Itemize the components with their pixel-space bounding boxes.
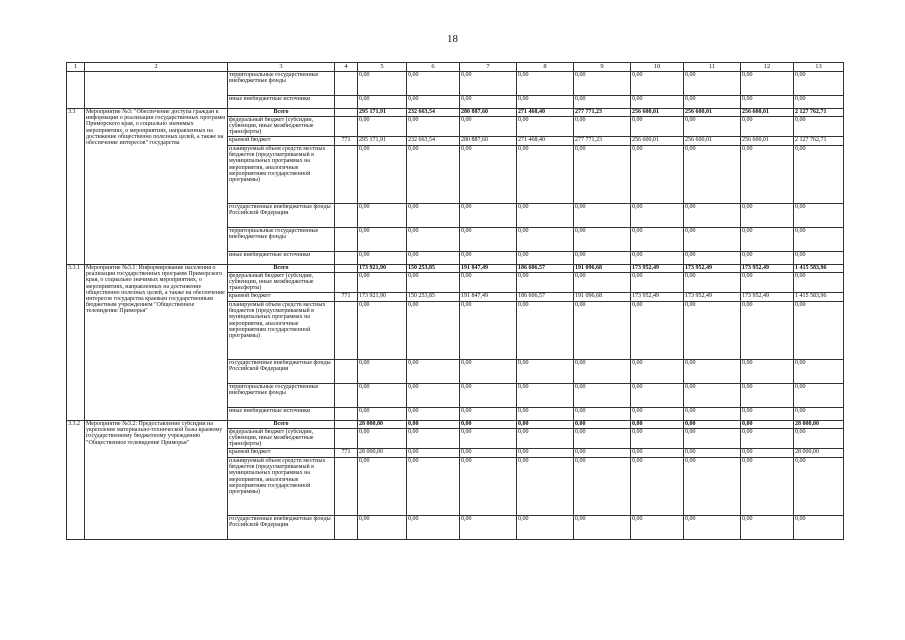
value-cell: 0,00 — [794, 96, 844, 109]
value-cell: 0,00 — [460, 273, 517, 293]
value-cell: 173 921,90 — [358, 265, 407, 273]
value-cell: 0,00 — [741, 204, 794, 228]
budget-code — [335, 384, 358, 408]
value-cell: 0,00 — [574, 302, 631, 360]
value-cell: 271 468,40 — [517, 109, 574, 117]
value-cell: 0,00 — [631, 273, 684, 293]
budget-code — [335, 302, 358, 360]
value-cell: 0,00 — [517, 117, 574, 137]
budget-code — [335, 458, 358, 516]
funding-source: государственные внебюджетные фонды Российской Федерации — [228, 516, 335, 540]
column-header-9: 9 — [574, 63, 631, 72]
value-cell: 0,00 — [741, 96, 794, 109]
value-cell: 0,00 — [574, 360, 631, 384]
column-header-2: 2 — [85, 63, 228, 72]
funding-source: федеральный бюджет (субсидии, субвенции, иные межбюджетные трансферты) — [228, 117, 335, 137]
value-cell: 0,00 — [684, 384, 741, 408]
value-cell: 0,00 — [574, 117, 631, 137]
budget-code — [335, 204, 358, 228]
value-cell: 0,00 — [358, 516, 407, 540]
value-cell: 191 096,68 — [574, 293, 631, 302]
value-cell: 0,00 — [460, 408, 517, 421]
value-cell: 0,00 — [741, 384, 794, 408]
value-cell: 0,00 — [684, 408, 741, 421]
value-cell: 0,00 — [631, 429, 684, 449]
column-header-4: 4 — [335, 63, 358, 72]
value-cell: 0,00 — [574, 449, 631, 458]
funding-source: иные внебюджетные источники — [228, 252, 335, 265]
value-cell: 0,00 — [407, 252, 460, 265]
funding-source: планируемый объем средств местных бюджетов (предусматриваемый в муниципальных программах на мероприятия, аналогичные мероприятиям государственной программы) — [228, 302, 335, 360]
value-cell: 0,00 — [407, 204, 460, 228]
value-cell: 0,00 — [631, 228, 684, 252]
value-cell: 0,00 — [794, 204, 844, 228]
value-cell: 0,00 — [684, 146, 741, 204]
column-header-3: 3 — [228, 63, 335, 72]
budget-code — [335, 265, 358, 273]
budget-code — [335, 72, 358, 96]
funding-source: иные внебюджетные источники — [228, 96, 335, 109]
value-cell: 0,00 — [794, 408, 844, 421]
value-cell: 0,00 — [574, 228, 631, 252]
value-cell: 0,00 — [517, 458, 574, 516]
value-cell: 0,00 — [517, 72, 574, 96]
value-cell: 0,00 — [407, 96, 460, 109]
funding-source: краевой бюджет — [228, 293, 335, 302]
value-cell: 0,00 — [574, 252, 631, 265]
value-cell: 0,00 — [684, 117, 741, 137]
value-cell: 191 847,49 — [460, 293, 517, 302]
funding-source: Всего — [228, 109, 335, 117]
value-cell: 0,00 — [684, 449, 741, 458]
item-number — [67, 72, 85, 109]
value-cell: 256 600,01 — [631, 137, 684, 146]
budget-code: 771 — [335, 293, 358, 302]
value-cell: 0,00 — [684, 228, 741, 252]
budget-code — [335, 421, 358, 429]
value-cell: 0,00 — [684, 421, 741, 429]
value-cell: 173 952,49 — [741, 265, 794, 273]
column-header-8: 8 — [517, 63, 574, 72]
value-cell: 0,00 — [741, 146, 794, 204]
budget-code — [335, 408, 358, 421]
funding-source: государственные внебюджетные фонды Российской Федерации — [228, 204, 335, 228]
value-cell: 173 952,49 — [741, 293, 794, 302]
budget-code — [335, 273, 358, 293]
value-cell: 0,00 — [358, 273, 407, 293]
value-cell: 173 952,49 — [631, 293, 684, 302]
budget-code — [335, 228, 358, 252]
value-cell: 0,00 — [794, 302, 844, 360]
value-cell: 0,00 — [407, 516, 460, 540]
item-number: 3.3 — [67, 109, 85, 265]
value-cell: 0,00 — [517, 360, 574, 384]
value-cell: 0,00 — [794, 516, 844, 540]
value-cell: 2 127 762,71 — [794, 109, 844, 117]
value-cell: 0,00 — [460, 252, 517, 265]
value-cell: 0,00 — [741, 449, 794, 458]
budget-code — [335, 360, 358, 384]
value-cell: 0,00 — [631, 449, 684, 458]
value-cell: 277 771,23 — [574, 137, 631, 146]
value-cell: 0,00 — [358, 96, 407, 109]
value-cell: 0,00 — [407, 273, 460, 293]
table-row — [67, 72, 844, 96]
value-cell: 0,00 — [794, 117, 844, 137]
value-cell: 0,00 — [517, 273, 574, 293]
value-cell: 173 952,49 — [684, 293, 741, 302]
value-cell: 0,00 — [407, 302, 460, 360]
value-cell: 173 952,49 — [684, 265, 741, 273]
value-cell: 0,00 — [358, 228, 407, 252]
value-cell: 173 921,90 — [358, 293, 407, 302]
column-header-7: 7 — [460, 63, 517, 72]
table-row — [67, 421, 844, 429]
funding-source: Всего — [228, 421, 335, 429]
value-cell: 0,00 — [574, 146, 631, 204]
value-cell: 0,00 — [631, 96, 684, 109]
value-cell: 0,00 — [794, 228, 844, 252]
value-cell: 0,00 — [741, 458, 794, 516]
column-header-10: 10 — [631, 63, 684, 72]
value-cell: 0,00 — [517, 384, 574, 408]
value-cell: 0,00 — [684, 360, 741, 384]
value-cell: 0,00 — [407, 408, 460, 421]
value-cell: 0,00 — [574, 384, 631, 408]
value-cell: 0,00 — [631, 302, 684, 360]
value-cell: 0,00 — [574, 421, 631, 429]
value-cell: 256 600,01 — [741, 137, 794, 146]
value-cell: 0,00 — [741, 516, 794, 540]
funding-source: краевой бюджет — [228, 137, 335, 146]
value-cell: 0,00 — [794, 146, 844, 204]
funding-source: федеральный бюджет (субсидии, субвенции, иные межбюджетные трансферты) — [228, 273, 335, 293]
value-cell: 0,00 — [358, 384, 407, 408]
value-cell: 150 253,85 — [407, 265, 460, 273]
value-cell: 28 000,00 — [794, 449, 844, 458]
value-cell: 0,00 — [631, 458, 684, 516]
funding-source: территориальные государственные внебюджетные фонды — [228, 384, 335, 408]
value-cell: 0,00 — [794, 458, 844, 516]
funding-source: краевой бюджет — [228, 449, 335, 458]
column-header-13: 13 — [794, 63, 844, 72]
value-cell: 0,00 — [407, 117, 460, 137]
value-cell: 0,00 — [460, 458, 517, 516]
value-cell: 0,00 — [684, 429, 741, 449]
value-cell: 0,00 — [358, 204, 407, 228]
value-cell: 0,00 — [460, 96, 517, 109]
value-cell: 0,00 — [517, 228, 574, 252]
value-cell: 0,00 — [517, 302, 574, 360]
value-cell: 2 127 762,71 — [794, 137, 844, 146]
budget-code — [335, 96, 358, 109]
value-cell: 1 415 583,96 — [794, 293, 844, 302]
value-cell: 0,00 — [741, 117, 794, 137]
value-cell: 232 663,54 — [407, 109, 460, 117]
value-cell: 0,00 — [574, 72, 631, 96]
value-cell: 0,00 — [574, 516, 631, 540]
column-header-5: 5 — [358, 63, 407, 72]
funding-source: территориальные государственные внебюджетные фонды — [228, 228, 335, 252]
value-cell: 0,00 — [407, 146, 460, 204]
value-cell: 0,00 — [631, 252, 684, 265]
item-name: Мероприятие №3.1: Информирование населения о реализации государственных программ Приморского края, о социально значимых мероприятиях, о мероприятиях, направленных на достижение общественно полезных целей, а также на обеспечение интересов государства краевым государственным бюджетным учреждением "Общественное телевидение Приморья" — [85, 265, 228, 421]
value-cell: 277 771,23 — [574, 109, 631, 117]
value-cell: 271 468,40 — [517, 137, 574, 146]
value-cell: 0,00 — [631, 360, 684, 384]
budget-code — [335, 252, 358, 265]
funding-source: государственные внебюджетные фонды Российской Федерации — [228, 360, 335, 384]
value-cell: 0,00 — [460, 72, 517, 96]
value-cell: 0,00 — [407, 384, 460, 408]
value-cell: 0,00 — [631, 204, 684, 228]
value-cell: 28 000,00 — [358, 449, 407, 458]
value-cell: 1 415 583,96 — [794, 265, 844, 273]
value-cell: 0,00 — [794, 273, 844, 293]
value-cell: 0,00 — [460, 117, 517, 137]
value-cell: 256 600,01 — [684, 109, 741, 117]
value-cell: 0,00 — [631, 146, 684, 204]
value-cell: 0,00 — [631, 516, 684, 540]
item-number: 3.3.2 — [67, 421, 85, 540]
table-body — [67, 63, 844, 540]
value-cell: 280 887,60 — [460, 137, 517, 146]
value-cell: 0,00 — [517, 252, 574, 265]
column-header-1: 1 — [67, 63, 85, 72]
value-cell: 0,00 — [460, 360, 517, 384]
value-cell: 0,00 — [741, 228, 794, 252]
column-header-12: 12 — [741, 63, 794, 72]
value-cell: 0,00 — [574, 96, 631, 109]
value-cell: 0,00 — [517, 96, 574, 109]
table-row — [67, 265, 844, 273]
value-cell: 256 600,01 — [684, 137, 741, 146]
value-cell: 150 253,85 — [407, 293, 460, 302]
value-cell: 0,00 — [460, 449, 517, 458]
funding-source: территориальные государственные внебюджетные фонды — [228, 72, 335, 96]
value-cell: 0,00 — [358, 72, 407, 96]
value-cell: 28 000,00 — [358, 421, 407, 429]
column-header-6: 6 — [407, 63, 460, 72]
value-cell: 0,00 — [460, 204, 517, 228]
value-cell: 0,00 — [517, 449, 574, 458]
value-cell: 0,00 — [684, 72, 741, 96]
value-cell: 0,00 — [407, 228, 460, 252]
value-cell: 0,00 — [684, 516, 741, 540]
value-cell: 0,00 — [574, 204, 631, 228]
value-cell: 186 606,57 — [517, 265, 574, 273]
funding-source: планируемый объем средств местных бюджетов (предусматриваемый в муниципальных программах на мероприятия, аналогичные мероприятиям государственной программы) — [228, 458, 335, 516]
column-header-11: 11 — [684, 63, 741, 72]
value-cell: 28 000,00 — [794, 421, 844, 429]
value-cell: 173 952,49 — [631, 265, 684, 273]
value-cell: 0,00 — [460, 302, 517, 360]
value-cell: 186 606,57 — [517, 293, 574, 302]
value-cell: 191 096,68 — [574, 265, 631, 273]
value-cell: 0,00 — [684, 273, 741, 293]
value-cell: 0,00 — [741, 302, 794, 360]
budget-code: 771 — [335, 449, 358, 458]
budget-code — [335, 109, 358, 117]
budget-code — [335, 516, 358, 540]
value-cell: 0,00 — [407, 72, 460, 96]
budget-code — [335, 146, 358, 204]
value-cell: 0,00 — [517, 429, 574, 449]
value-cell: 0,00 — [684, 252, 741, 265]
budget-code: 771 — [335, 137, 358, 146]
budget-table — [66, 62, 844, 540]
value-cell: 0,00 — [517, 204, 574, 228]
item-name: Мероприятие №3.2: Предоставление субсидии на укрепление материально-технической базы краевому государственному бюджетному учреждению "Общественное телевидение Приморья" — [85, 421, 228, 540]
value-cell: 0,00 — [358, 429, 407, 449]
value-cell: 0,00 — [741, 421, 794, 429]
value-cell: 0,00 — [684, 204, 741, 228]
value-cell: 0,00 — [631, 408, 684, 421]
value-cell: 280 887,60 — [460, 109, 517, 117]
value-cell: 295 171,91 — [358, 109, 407, 117]
value-cell: 0,00 — [794, 72, 844, 96]
value-cell: 0,00 — [631, 421, 684, 429]
funding-source: иные внебюджетные источники — [228, 408, 335, 421]
value-cell: 295 171,91 — [358, 137, 407, 146]
value-cell: 0,00 — [358, 252, 407, 265]
value-cell: 232 663,54 — [407, 137, 460, 146]
value-cell: 0,00 — [741, 429, 794, 449]
value-cell: 0,00 — [407, 449, 460, 458]
value-cell: 0,00 — [631, 117, 684, 137]
value-cell: 0,00 — [460, 146, 517, 204]
value-cell: 0,00 — [407, 458, 460, 516]
value-cell: 0,00 — [407, 360, 460, 384]
value-cell: 0,00 — [741, 252, 794, 265]
funding-source: планируемый объем средств местных бюджетов (предусматриваемый в муниципальных программах на мероприятия, аналогичные мероприятиям государственной программы) — [228, 146, 335, 204]
value-cell: 0,00 — [574, 273, 631, 293]
item-name — [85, 72, 228, 109]
value-cell: 0,00 — [684, 302, 741, 360]
value-cell: 0,00 — [460, 384, 517, 408]
value-cell: 0,00 — [358, 458, 407, 516]
value-cell: 0,00 — [574, 408, 631, 421]
value-cell: 0,00 — [574, 458, 631, 516]
value-cell: 0,00 — [794, 384, 844, 408]
table-row — [67, 109, 844, 117]
value-cell: 0,00 — [358, 408, 407, 421]
value-cell: 0,00 — [574, 429, 631, 449]
value-cell: 0,00 — [517, 421, 574, 429]
funding-source: Всего — [228, 265, 335, 273]
budget-code — [335, 429, 358, 449]
value-cell: 0,00 — [684, 96, 741, 109]
value-cell: 0,00 — [358, 117, 407, 137]
value-cell: 0,00 — [794, 429, 844, 449]
value-cell: 0,00 — [358, 360, 407, 384]
value-cell: 0,00 — [741, 408, 794, 421]
value-cell: 0,00 — [407, 429, 460, 449]
value-cell: 0,00 — [741, 273, 794, 293]
page-number: 18 — [447, 33, 458, 45]
item-number: 3.3.1 — [67, 265, 85, 421]
funding-source: федеральный бюджет (субсидии, субвенции, иные межбюджетные трансферты) — [228, 429, 335, 449]
value-cell: 0,00 — [407, 421, 460, 429]
value-cell: 0,00 — [517, 516, 574, 540]
value-cell: 0,00 — [631, 72, 684, 96]
budget-code — [335, 117, 358, 137]
value-cell: 256 600,01 — [631, 109, 684, 117]
value-cell: 0,00 — [358, 146, 407, 204]
value-cell: 0,00 — [741, 72, 794, 96]
value-cell: 0,00 — [517, 146, 574, 204]
value-cell: 256 600,01 — [741, 109, 794, 117]
value-cell: 0,00 — [794, 360, 844, 384]
value-cell: 0,00 — [684, 458, 741, 516]
value-cell: 0,00 — [358, 302, 407, 360]
value-cell: 0,00 — [741, 360, 794, 384]
value-cell: 0,00 — [460, 429, 517, 449]
value-cell: 191 847,49 — [460, 265, 517, 273]
value-cell: 0,00 — [460, 228, 517, 252]
value-cell: 0,00 — [517, 408, 574, 421]
value-cell: 0,00 — [460, 421, 517, 429]
header-row — [67, 63, 844, 72]
item-name: Мероприятие №3: "Обеспечение доступа граждан к информации о реализации государственных программ Приморского края, о социально значимых мероприятиях, о мероприятиях, направленных на достижение общественно полезных целей, а также на обеспечение интересов" государства — [85, 109, 228, 265]
value-cell: 0,00 — [460, 516, 517, 540]
value-cell: 0,00 — [794, 252, 844, 265]
value-cell: 0,00 — [631, 384, 684, 408]
